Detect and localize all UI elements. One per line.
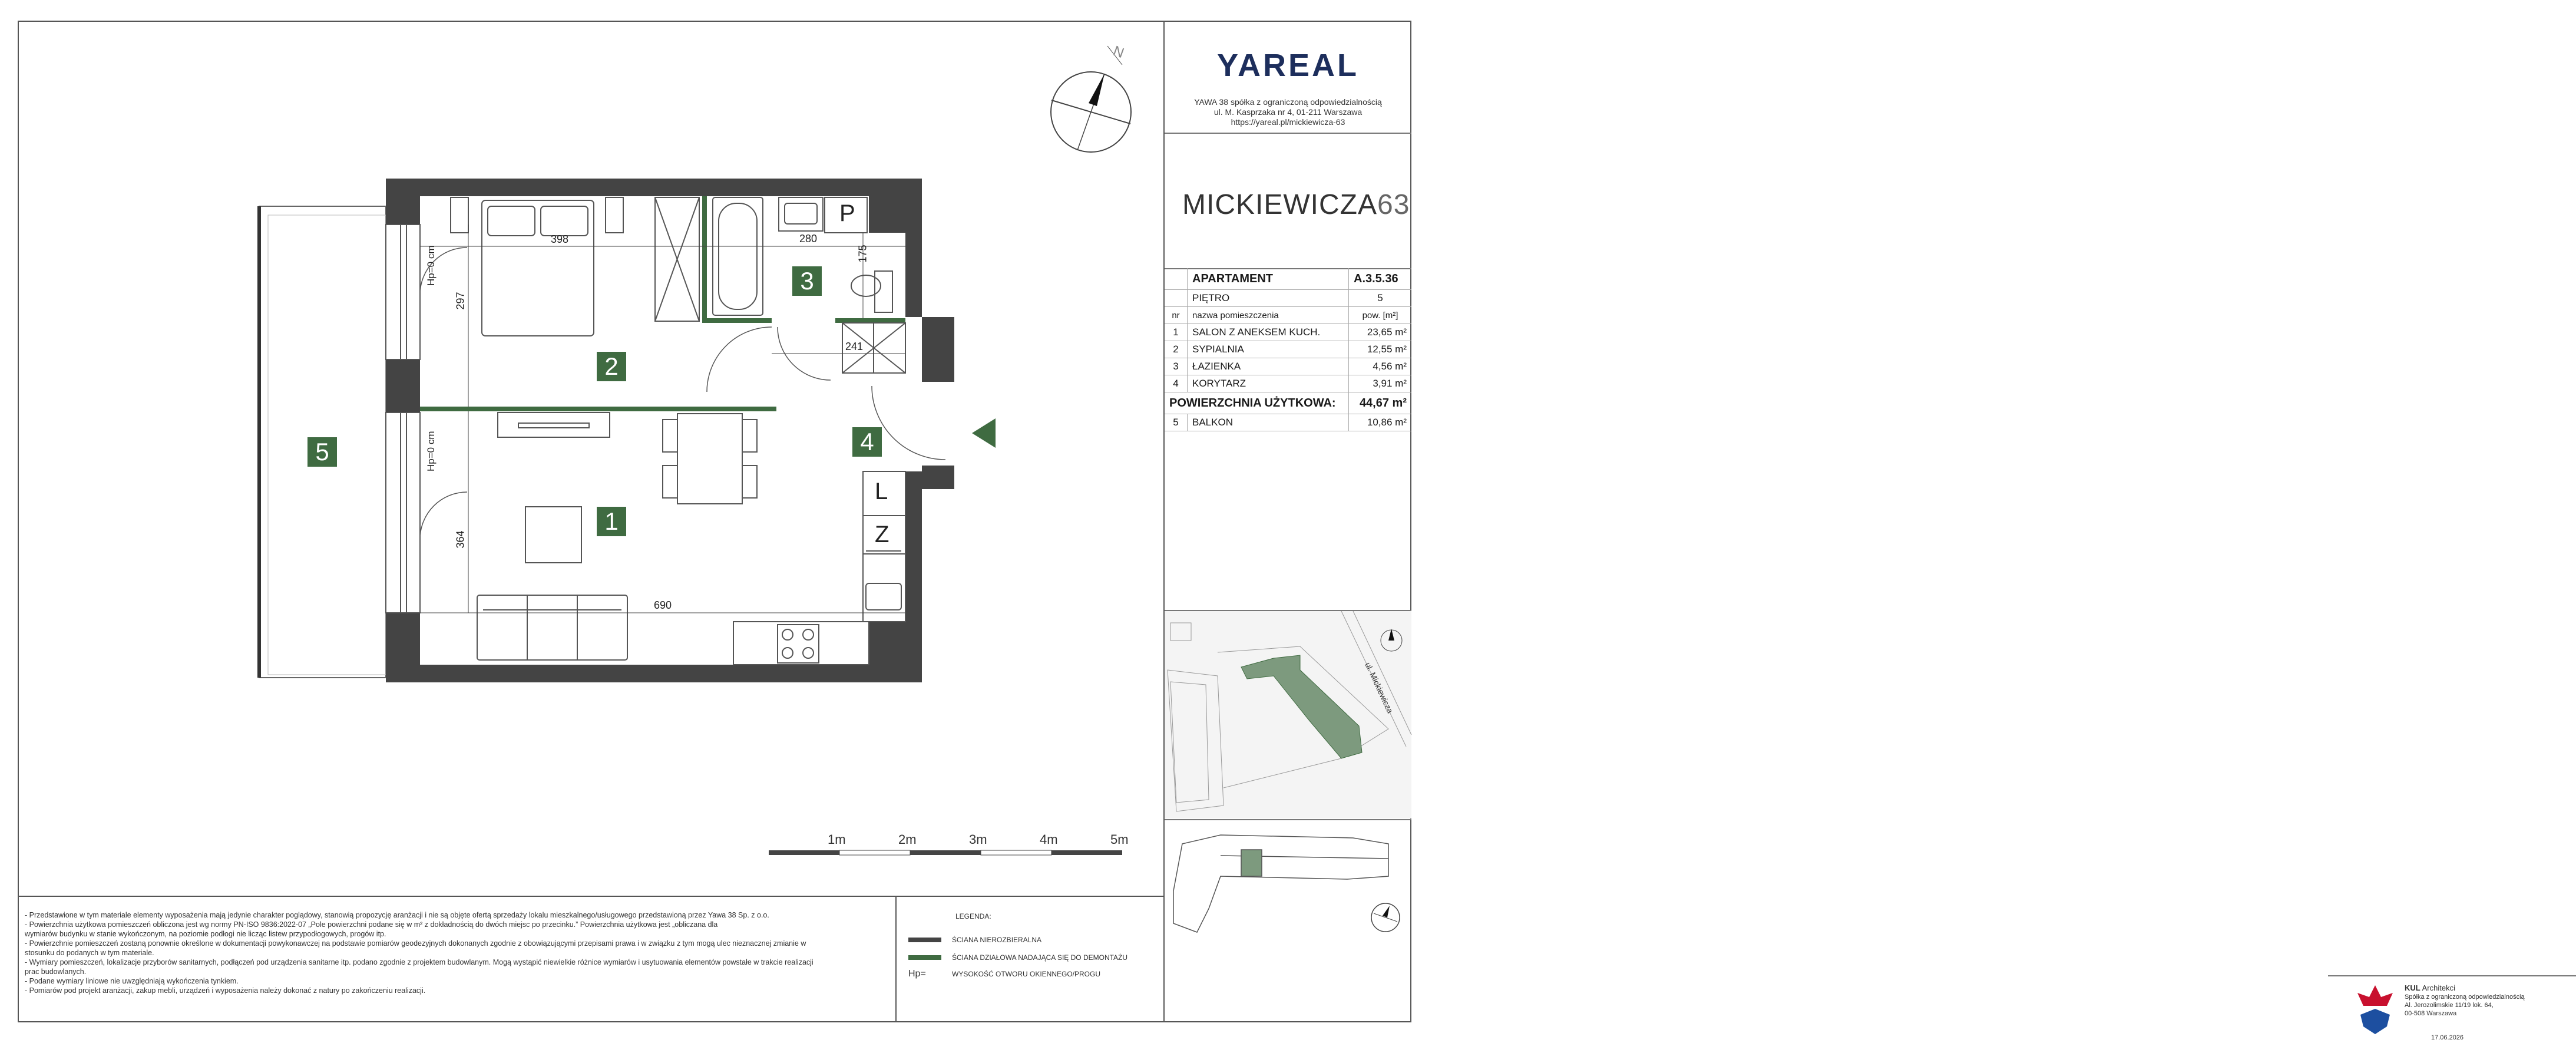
note-line: - Przedstawione w tym materiale elementy wyposażenia mają jedynie charakter poglądowy, stanowią propozycję aranżacji i nie są objęte ofertą sprzedaży lokalu mieszkalnego/usługowego przedstawioną przez Yawa 38 Sp. z o.o. — [25, 911, 769, 919]
brand-number: 63 — [1377, 189, 1410, 220]
key-north-icon — [1371, 903, 1400, 932]
note-line: - Wymiary pomieszczeń, lokalizacje przyborów sanitarnych, podłączeń pod urządzenia sanitarne itp. podano zgodnie z projektem budowlanym. Mogą wystąpić niewielkie różnice wymiarów i usytuowania elementów powstałe w trakcie realizacji — [25, 958, 814, 966]
total-label: POWIERZCHNIA UŻYTKOWA: — [1165, 392, 1349, 414]
table-row — [1165, 341, 1411, 358]
disclaimer-notes — [25, 910, 885, 995]
coffee-table — [525, 507, 581, 563]
north-label: N — [1111, 42, 1126, 62]
brand-text: MICKIEWICZA — [1182, 189, 1377, 220]
project-brand — [1182, 189, 1410, 221]
table-row — [1165, 375, 1411, 392]
north-compass-icon — [1051, 46, 1131, 152]
dimension-label: 690 — [654, 599, 672, 611]
room-name: SYPIALNIA — [1188, 341, 1349, 358]
building-key-plan — [1165, 820, 1411, 956]
window-height-label: Hp=0 cm — [425, 431, 437, 471]
note-line: - Podane wymiary liniowe nie uwzględniają wykończenia tynkiem. — [25, 977, 239, 985]
company-line: ul. M. Kasprzaka nr 4, 01-211 Warszawa — [1213, 107, 1363, 117]
room-label-2: 2 — [597, 352, 626, 381]
apartment-code: A.3.5.36 — [1349, 268, 1412, 290]
legend-item — [908, 969, 1100, 979]
room-name: KORYTARZ — [1188, 375, 1349, 392]
room-nr: 4 — [1165, 375, 1188, 392]
note-line: wymiarów budynku w stanie wykończonym, na poziomie podłogi nie licząc listew przypodłogowych, progów itp. — [25, 930, 386, 938]
table-row — [1165, 358, 1411, 375]
legend-item — [908, 936, 1041, 944]
apartment-label: APARTAMENT — [1188, 268, 1349, 290]
room-name: ŁAZIENKA — [1188, 358, 1349, 375]
architect-name: KUL Architekci — [2405, 983, 2455, 992]
architect-block — [2328, 975, 2576, 1043]
legend-swatch — [908, 938, 941, 942]
title-block — [1163, 21, 2525, 1041]
company-info — [1165, 97, 1411, 127]
table-row — [1165, 414, 1411, 431]
total-area: 44,67 m² — [1349, 392, 1412, 414]
floor-value: 5 — [1349, 290, 1412, 307]
room-nr: 5 — [1165, 414, 1188, 431]
scale-bar — [769, 850, 1122, 855]
floor-plan — [0, 0, 1163, 896]
legend-label: WYSOKOŚĆ OTWORU OKIENNEGO/PROGU — [952, 970, 1101, 978]
room-name: BALKON — [1188, 414, 1349, 431]
street-label: ul. Mickiewicza — [1363, 661, 1396, 715]
document-date: 17.06.2026 — [2431, 1034, 2464, 1041]
bed — [451, 197, 623, 336]
table-row — [1165, 324, 1411, 341]
legend — [895, 896, 1163, 1022]
room-area: 10,86 m² — [1349, 414, 1412, 431]
dimension-lines — [420, 225, 905, 613]
scale-label: 4m — [1040, 832, 1058, 847]
total-row — [1165, 392, 1411, 414]
yareal-logo: YAREAL — [1216, 48, 1360, 83]
room-area: 4,56 m² — [1349, 358, 1412, 375]
windows — [386, 225, 420, 613]
room-nr: 1 — [1165, 324, 1188, 341]
architect-logo-icon — [2355, 982, 2396, 1035]
dimension-label: 364 — [454, 530, 467, 549]
room-nr: 3 — [1165, 358, 1188, 375]
room-nr: 2 — [1165, 341, 1188, 358]
legend-item — [908, 953, 1127, 962]
col-area: pow. [m²] — [1349, 307, 1412, 324]
room-label-4: 4 — [852, 427, 882, 457]
note-line: - Powierzchnie pomieszczeń zostaną ponownie określone w dokumentacji powykonawczej na podstawie pomiarów geodezyjnych dokonanych zgodnie z obowiązującymi przepisami prawa i w związku z tym mogą ulec nieznacznej zmianie w — [25, 939, 806, 948]
floor-label: PIĘTRO — [1188, 290, 1349, 307]
wardrobe — [655, 197, 699, 321]
wardrobe-label: L — [875, 478, 888, 504]
note-line: stosunku do podanych w tym materiale. — [25, 949, 154, 957]
toilet — [851, 271, 892, 312]
partition-walls — [420, 196, 905, 411]
room-area: 12,55 m² — [1349, 341, 1412, 358]
company-url: https://yareal.pl/mickiewicza-63 — [1231, 117, 1345, 127]
legend-label: ŚCIANA NIEROZBIERALNA — [952, 936, 1042, 944]
entrance-arrow-icon — [972, 418, 996, 448]
col-name: nazwa pomieszczenia — [1188, 307, 1349, 324]
dimension-label: 280 — [799, 233, 818, 245]
note-line: - Powierzchnia użytkowa pomieszczeń obliczona jest wg normy PN-ISO 9836:2022-07 „Pole powierzchni podane się w m² z dokładnością do dwóch miejsc po przecinku.” Powierzchnia użytkowa jest „obliczana dla — [25, 920, 718, 929]
room-label-1: 1 — [597, 507, 626, 536]
dimension-label: 398 — [551, 233, 569, 245]
window-height-label: Hp=0 cm — [425, 245, 437, 286]
tv-cabinet — [498, 412, 610, 437]
pantry-label: P — [839, 200, 855, 226]
apartment-table — [1165, 268, 1411, 431]
fridge-label: Z — [875, 522, 889, 547]
dimension-label: 241 — [845, 341, 864, 352]
room-label-3: 3 — [792, 266, 822, 296]
dimension-label: 175 — [857, 245, 869, 263]
room-area: 23,65 m² — [1349, 324, 1412, 341]
scale-label: 1m — [828, 832, 846, 847]
legend-swatch — [908, 955, 941, 960]
note-line: - Pomiarów pod projekt aranżacji, zakup mebli, urządzeń i wyposażenia należy dokonać z natury po zakończeniu realizacji. — [25, 986, 426, 995]
company-line: YAWA 38 spółka z ograniczoną odpowiedzialnością — [1194, 97, 1382, 107]
dining-table — [663, 414, 757, 504]
sofa — [477, 595, 627, 660]
bathtub — [713, 197, 763, 315]
washbasin — [779, 197, 823, 231]
scale-label: 2m — [898, 832, 917, 847]
scale-label: 5m — [1110, 832, 1129, 847]
legend-title: LEGENDA: — [955, 912, 991, 920]
legend-label: ŚCIANA DZIAŁOWA NADAJĄCA SIĘ DO DEMONTAŻU — [952, 953, 1128, 962]
legend-hp-symbol: Hp= — [908, 969, 926, 979]
note-line: prac budowlanych. — [25, 968, 87, 976]
site-plan — [1165, 611, 1411, 818]
room-name: SALON Z ANEKSEM KUCH. — [1188, 324, 1349, 341]
architect-address: Spółka z ograniczoną odpowiedzialnością Al. Jerozolimskie 11/19 lok. 64, 00-508 Warszawa — [2405, 994, 2525, 1017]
room-label-5: 5 — [307, 437, 337, 467]
scale-label: 3m — [969, 832, 987, 847]
col-nr: nr — [1165, 307, 1188, 324]
dimension-label: 297 — [454, 292, 467, 310]
doors — [420, 247, 945, 539]
room-area: 3,91 m² — [1349, 375, 1412, 392]
